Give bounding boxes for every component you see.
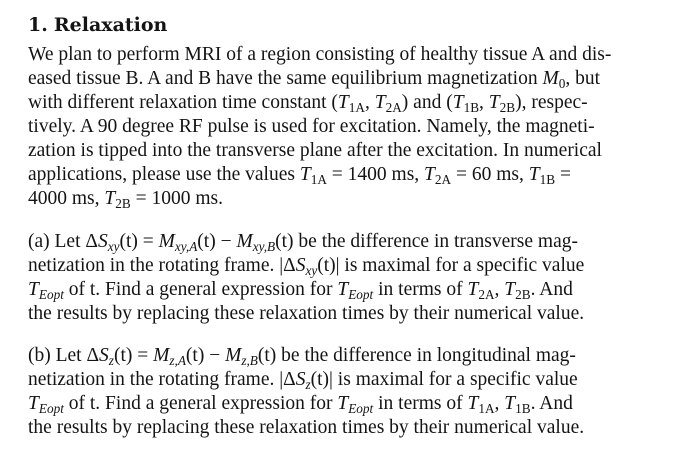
intro-line-6: applications, please use the values $T_{1A} = 1400$ ms, $T_{2A} = 60$ ms, $T_{1B}$ = <box>28 164 571 187</box>
section-heading <box>28 13 167 37</box>
intro-paragraph <box>28 43 678 211</box>
intro-line-5: zation is tipped into the transverse plane after the excitation. In numerical <box>28 140 602 161</box>
section-title: Relaxation <box>53 14 168 36</box>
part-a-line-3: $T_{Eopt}$ of t. Find a general expression for $T_{Eopt}$ in terms of $T_{2A}$, $T_{2B}$. And <box>28 279 573 302</box>
part-b-line-3: $T_{Eopt}$ of t. Find a general expression for $T_{Eopt}$ in terms of $T_{1A}$, $T_{1B}$. And <box>28 393 573 416</box>
part-b-line-2: netization in the rotating frame. $|\Delta S_z(t)|$ is maximal for a specific value <box>28 369 578 392</box>
part-a-line-1: (a) Let $\Delta S_{xy}(t) = M_{xy,A}(t) - M_{xy,B}(t)$ be the difference in transverse mag- <box>28 231 578 254</box>
section-number: 1. <box>28 14 48 36</box>
question-part-a <box>28 230 678 326</box>
intro-line-3: with different relaxation time constant ($T_{1A}$, $T_{2A}$) and ($T_{1B}$, $T_{2B}$), respec- <box>28 92 588 115</box>
intro-line-1: We plan to perform MRI of a region consisting of healthy tissue A and dis- <box>28 44 612 65</box>
intro-line-4: tively. A 90 degree RF pulse is used for excitation. Namely, the magneti- <box>28 116 595 137</box>
part-b-line-4: the results by replacing these relaxation times by their numerical value. <box>28 417 585 438</box>
part-a-line-2: netization in the rotating frame. $|\Delta S_{xy}(t)|$ is maximal for a specific value <box>28 255 585 278</box>
intro-line-7: 4000 ms, $T_{2B} = 1000$ ms. <box>28 188 223 211</box>
part-b-line-1: (b) Let $\Delta S_z(t) = M_{z,A}(t) - M_{z,B}(t)$ be the difference in longitudinal mag- <box>28 345 576 368</box>
question-part-b <box>28 344 678 440</box>
intro-line-2: eased tissue B. A and B have the same equilibrium magnetization $M_0$, but <box>28 68 601 91</box>
part-a-line-4: the results by replacing these relaxation times by their numerical value. <box>28 303 585 324</box>
